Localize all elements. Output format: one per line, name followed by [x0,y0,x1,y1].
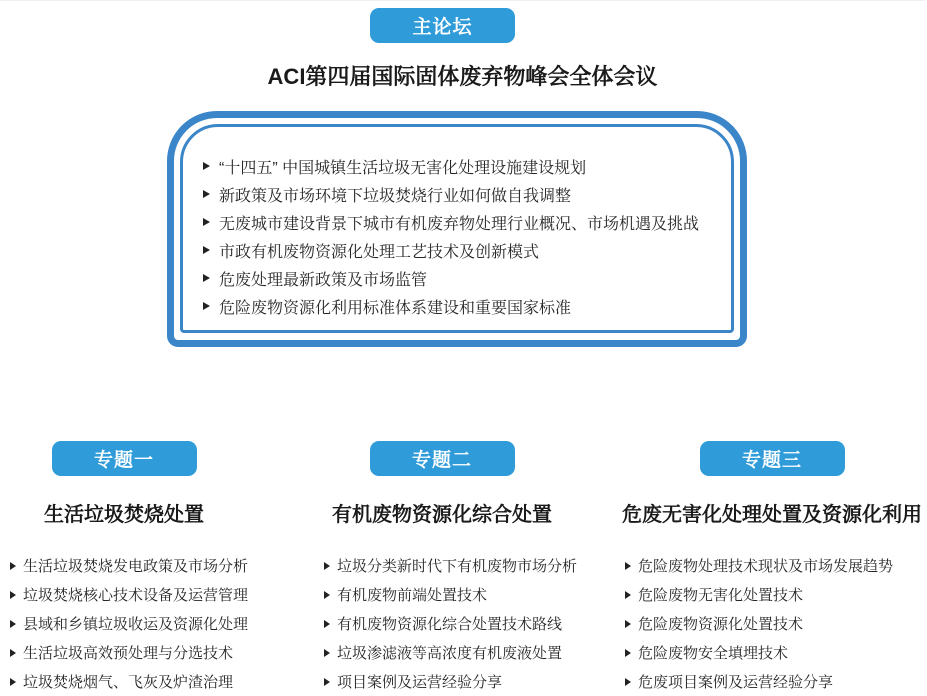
triangle-bullet-icon [203,246,210,254]
track-column-1 [4,441,249,696]
topic-text: 生活垃圾高效预处理与分选技术 [23,645,234,662]
triangle-bullet-icon [625,678,631,686]
triangle-bullet-icon [324,562,330,570]
topic-text: 垃圾焚烧核心技术设备及运营管理 [23,587,249,604]
list-item [324,609,562,638]
topic-text: “十四五” 中国城镇生活垃圾无害化处理设施建设规划 [219,159,587,177]
main-forum-badge[interactable] [370,8,515,43]
triangle-bullet-icon [10,620,16,628]
track-column-3 [617,441,927,696]
triangle-bullet-icon [203,162,210,170]
track2-topic-list [322,551,578,696]
list-item [625,580,927,609]
list-item [324,580,562,609]
triangle-bullet-icon [625,620,631,628]
topic-text: 垃圾分类新时代下有机废物市场分析 [337,558,578,575]
topic-text: 有机废物前端处置技术 [337,587,488,604]
list-item [10,638,244,667]
list-item [10,667,244,696]
track1-title: 生活垃圾焚烧处置 [44,504,204,526]
track2-badge[interactable] [370,441,515,476]
track3-title: 危废无害化处理处置及资源化利用 [622,504,922,526]
triangle-bullet-icon [10,562,16,570]
topic-text: 垃圾焚烧烟气、飞灰及炉渣治理 [23,674,234,691]
triangle-bullet-icon [324,620,330,628]
list-item [10,609,249,638]
topic-text: 有机废物资源化综合处置技术路线 [337,616,563,633]
topic-text: 县域和乡镇垃圾收运及资源化处理 [23,616,249,633]
topic-text: 危险废物处理技术现状及市场发展趋势 [638,558,894,575]
triangle-bullet-icon [324,678,330,686]
track1-badge-label: 专题一 [93,450,154,471]
list-item [324,551,578,580]
topic-text: 危险废物安全填埋技术 [638,645,789,662]
track3-badge-label: 专题三 [741,450,802,471]
list-item [203,152,721,180]
topic-text: 危险废物资源化处置技术 [638,616,804,633]
topic-text: 垃圾渗滤液等高浓度有机废液处置 [337,645,563,662]
topic-text: 危险废物资源化利用标准体系建设和重要国家标准 [219,299,572,317]
forum-topics-box-inner [180,124,734,333]
triangle-bullet-icon [203,302,210,310]
list-item [10,551,249,580]
list-item [203,180,721,208]
list-item [10,580,249,609]
top-divider [0,0,925,1]
list-item [625,551,927,580]
list-item [203,264,721,292]
triangle-bullet-icon [324,591,330,599]
list-item [625,609,927,638]
list-item [203,208,721,236]
main-forum-title: ACI第四届国际固体废弃物峰会全体会议 [267,64,658,89]
list-item [203,236,721,264]
topic-text: 危险废物无害化处置技术 [638,587,804,604]
topic-text: 项目案例及运营经验分享 [337,674,503,691]
track3-topic-list [617,551,927,696]
triangle-bullet-icon [10,649,16,657]
triangle-bullet-icon [203,218,210,226]
track1-topic-list [4,551,249,696]
topic-text: 无废城市建设背景下城市有机废弃物处理行业概况、市场机遇及挑战 [219,215,700,233]
topic-text: 生活垃圾焚烧发电政策及市场分析 [23,558,249,575]
triangle-bullet-icon [625,562,631,570]
track2-badge-label: 专题二 [411,450,472,471]
topic-text: 危废处理最新政策及市场监管 [219,271,428,289]
track-column-2 [322,441,578,696]
triangle-bullet-icon [324,649,330,657]
track3-badge[interactable] [700,441,845,476]
forum-topic-list [183,127,731,320]
triangle-bullet-icon [203,274,210,282]
main-forum-badge-label: 主论坛 [412,17,473,38]
track1-badge[interactable] [52,441,197,476]
topic-text: 市政有机废物资源化处理工艺技术及创新模式 [219,243,540,261]
triangle-bullet-icon [10,678,16,686]
triangle-bullet-icon [10,591,16,599]
forum-topics-box [167,111,747,347]
triangle-bullet-icon [625,591,631,599]
list-item [324,638,562,667]
track2-title: 有机废物资源化综合处置 [332,504,552,526]
topic-text: 危废项目案例及运营经验分享 [638,674,834,691]
topic-text: 新政策及市场环境下垃圾焚烧行业如何做自我调整 [219,187,572,205]
list-item [625,667,927,696]
triangle-bullet-icon [625,649,631,657]
list-item [324,667,562,696]
list-item [625,638,927,667]
triangle-bullet-icon [203,190,210,198]
list-item [203,292,721,320]
